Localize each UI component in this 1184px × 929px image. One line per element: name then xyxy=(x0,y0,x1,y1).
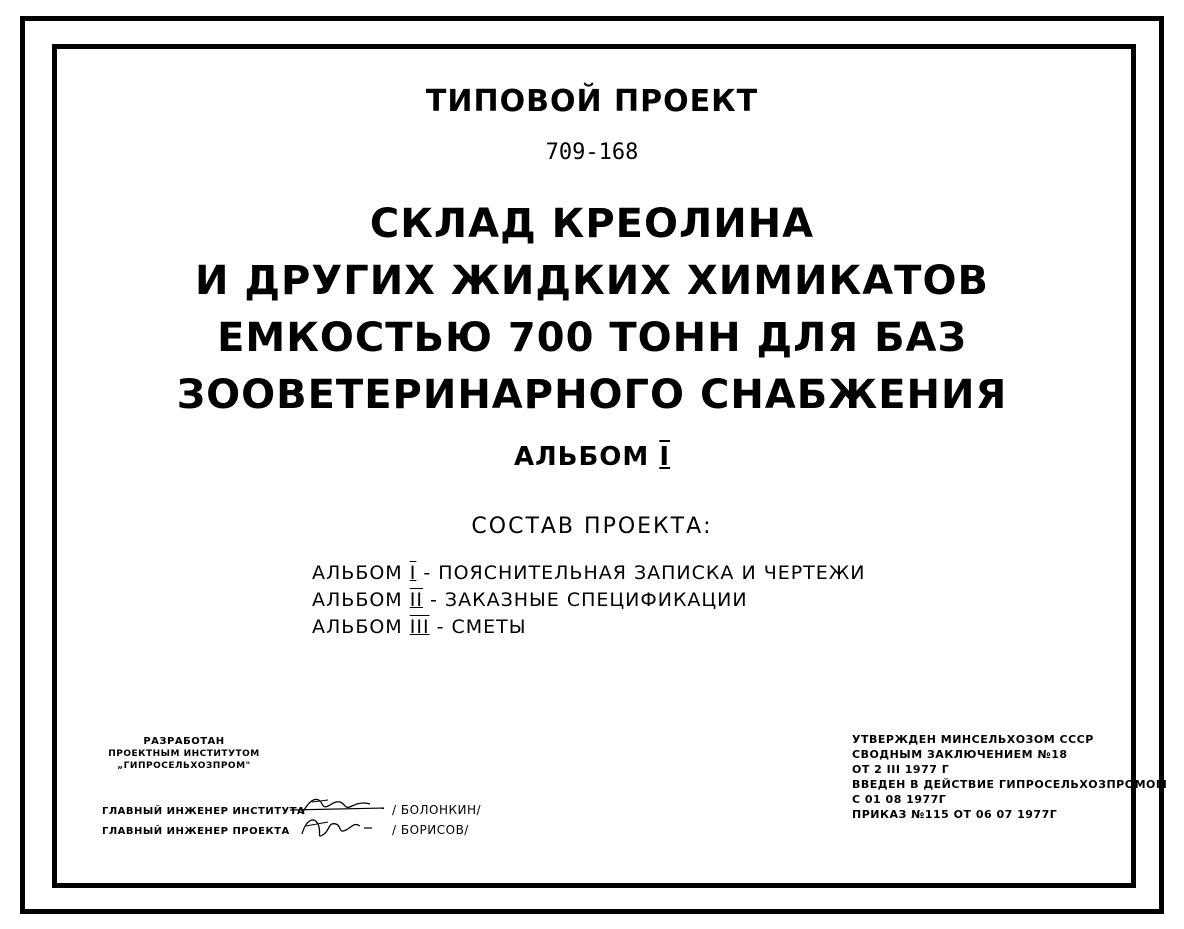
album-list-text: - ЗАКАЗНЫЕ СПЕЦИФИКАЦИИ xyxy=(430,589,748,611)
album-list-text: - СМЕТЫ xyxy=(436,616,527,638)
album-numeral: I xyxy=(659,442,671,472)
album-list-item xyxy=(312,560,865,587)
approval-line: С 01 08 1977Г xyxy=(852,793,947,806)
signature-row-project xyxy=(102,823,469,837)
signature-name: / БОРИСОВ/ xyxy=(392,823,469,837)
approval-line: СВОДНЫМ ЗАКЛЮЧЕНИЕМ №18 xyxy=(852,748,1068,761)
document-type-title: ТИПОВОЙ ПРОЕКТ xyxy=(425,84,759,119)
album-list-label: АЛЬБОМ xyxy=(312,616,403,638)
project-number: 709-168 xyxy=(545,140,639,165)
developer-heading: РАЗРАБОТАН xyxy=(143,736,225,747)
signature-mark xyxy=(298,812,388,844)
album-list-numeral: III xyxy=(409,616,430,638)
composition-title: СОСТАВ ПРОЕКТА: xyxy=(471,514,713,539)
title-line-3: ЕМКОСТЬЮ 700 ТОНН ДЛЯ БАЗ xyxy=(217,315,967,361)
album-heading xyxy=(0,442,1184,472)
title-line-2: И ДРУГИХ ЖИДКИХ ХИМИКАТОВ xyxy=(195,258,989,304)
approval-line: ПРИКАЗ №115 ОТ 06 07 1977Г xyxy=(852,808,1058,821)
signature-row-institute xyxy=(102,803,482,817)
album-list-item xyxy=(312,614,865,641)
album-list-label: АЛЬБОМ xyxy=(312,589,403,611)
project-title xyxy=(0,196,1184,424)
approval-block xyxy=(852,732,1167,822)
approval-line: ОТ 2 III 1977 Г xyxy=(852,763,950,776)
title-line-1: СКЛАД КРЕОЛИНА xyxy=(369,201,815,247)
developer-block xyxy=(104,736,264,772)
album-list-label: АЛЬБОМ xyxy=(312,562,403,584)
album-label: АЛЬБОМ xyxy=(513,442,650,472)
album-list-numeral: I xyxy=(409,562,417,584)
title-line-4: ЗООВЕТЕРИНАРНОГО СНАБЖЕНИЯ xyxy=(176,372,1008,418)
developer-line: ПРОЕКТНЫМ ИНСТИТУТОМ xyxy=(108,749,260,759)
signature-role: ГЛАВНЫЙ ИНЖЕНЕР ИНСТИТУТА xyxy=(102,806,306,817)
album-list xyxy=(312,560,865,641)
developer-institute: „ГИПРОСЕЛЬХОЗПРОМ" xyxy=(117,761,251,771)
album-list-text: - ПОЯСНИТЕЛЬНАЯ ЗАПИСКА И ЧЕРТЕЖИ xyxy=(423,562,866,584)
signature-role: ГЛАВНЫЙ ИНЖЕНЕР ПРОЕКТА xyxy=(102,826,290,837)
approval-line: УТВЕРЖДЕН МИНСЕЛЬХОЗОМ СССР xyxy=(852,733,1094,746)
album-list-item xyxy=(312,587,865,614)
approval-line: ВВЕДЕН В ДЕЙСТВИЕ ГИПРОСЕЛЬХОЗПРОМОМ xyxy=(852,778,1168,791)
signature-name: / БОЛОНКИН/ xyxy=(392,803,482,817)
album-list-numeral: II xyxy=(409,589,423,611)
